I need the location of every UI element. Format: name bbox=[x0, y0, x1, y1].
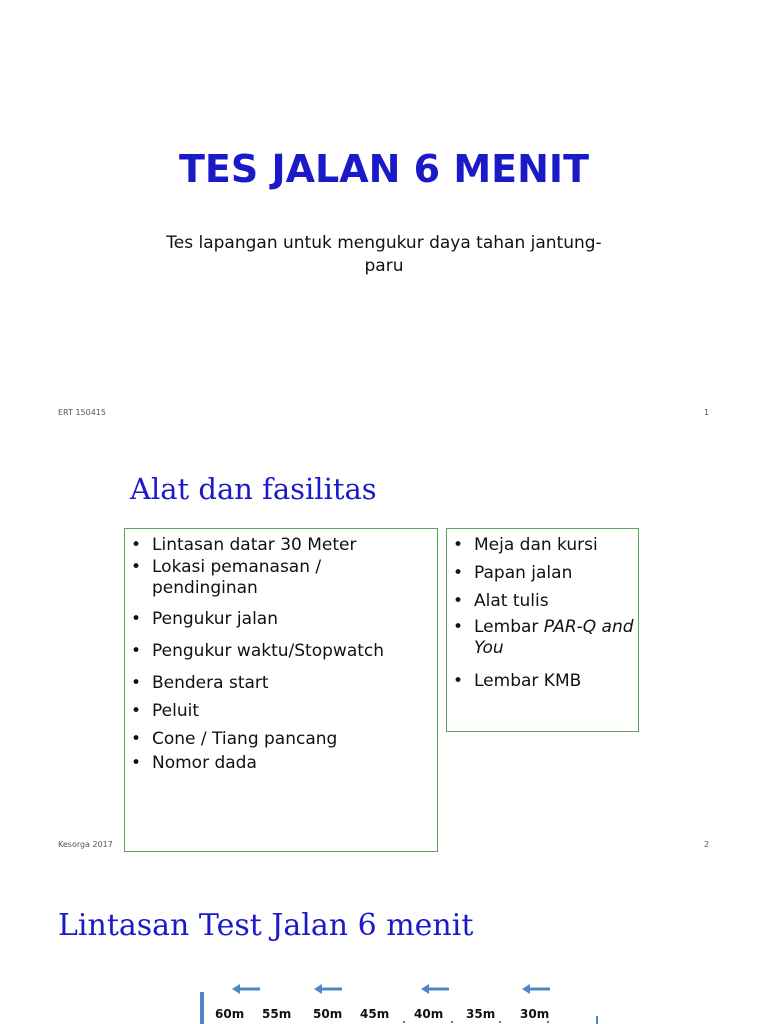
slide-title: Alat dan fasilitas bbox=[130, 472, 377, 506]
slide-2 bbox=[0, 432, 768, 864]
list-item-emphasis: PAR-Q and You bbox=[474, 617, 634, 658]
start-line bbox=[200, 992, 204, 1024]
list-item: • Cone / Tiang pancang bbox=[125, 727, 437, 751]
list-item: • Lembar KMB bbox=[447, 669, 638, 693]
slide-1 bbox=[0, 0, 768, 432]
list-item: • Lintasan datar 30 Meter bbox=[125, 533, 437, 557]
list-item: • Pengukur waktu/Stopwatch bbox=[125, 639, 437, 663]
slide-title: TES JALAN 6 MENIT bbox=[179, 147, 589, 191]
left-arrow-icon bbox=[421, 984, 449, 994]
list-item: • Papan jalan bbox=[447, 561, 638, 585]
list-item-prefix: Lembar bbox=[474, 617, 544, 637]
page-number: 1 bbox=[704, 408, 710, 417]
list-item: • Peluit bbox=[125, 699, 437, 723]
list-item: • Pengukur jalan bbox=[125, 607, 437, 631]
list-item: • Bendera start bbox=[125, 671, 437, 695]
slide-title: Lintasan Test Jalan 6 menit bbox=[58, 908, 474, 943]
equipment-list-left bbox=[124, 528, 438, 852]
list-item: • Lokasi pemanasan / pendinginan bbox=[125, 557, 437, 599]
left-arrow-icon bbox=[522, 984, 550, 994]
left-arrow-icon bbox=[314, 984, 342, 994]
distance-label: 40m bbox=[414, 1007, 444, 1021]
list-item: • Nomor dada bbox=[125, 751, 437, 775]
distance-label: 50m bbox=[313, 1007, 343, 1021]
equipment-list-right bbox=[446, 528, 639, 732]
page-number: 2 bbox=[704, 840, 710, 849]
end-marker bbox=[596, 1016, 598, 1024]
slide-subtitle: Tes lapangan untuk mengukur daya tahan jantung-paru bbox=[166, 233, 602, 276]
distance-label: 55m bbox=[262, 1007, 292, 1021]
slide-3 bbox=[0, 864, 768, 1024]
footer-label: Kesorga 2017 bbox=[58, 840, 113, 849]
distance-label: 60m bbox=[215, 1007, 245, 1021]
list-item bbox=[447, 617, 638, 659]
distance-label: 45m bbox=[360, 1007, 390, 1021]
track-diagram bbox=[0, 864, 768, 1024]
distance-label: 30m bbox=[520, 1007, 550, 1021]
list-item: • Alat tulis bbox=[447, 589, 638, 613]
list-item: • Meja dan kursi bbox=[447, 533, 638, 557]
footer-label: ERT 150415 bbox=[58, 408, 106, 417]
track-dots bbox=[403, 1021, 549, 1023]
left-arrow-icon bbox=[232, 984, 260, 994]
distance-label: 35m bbox=[466, 1007, 496, 1021]
